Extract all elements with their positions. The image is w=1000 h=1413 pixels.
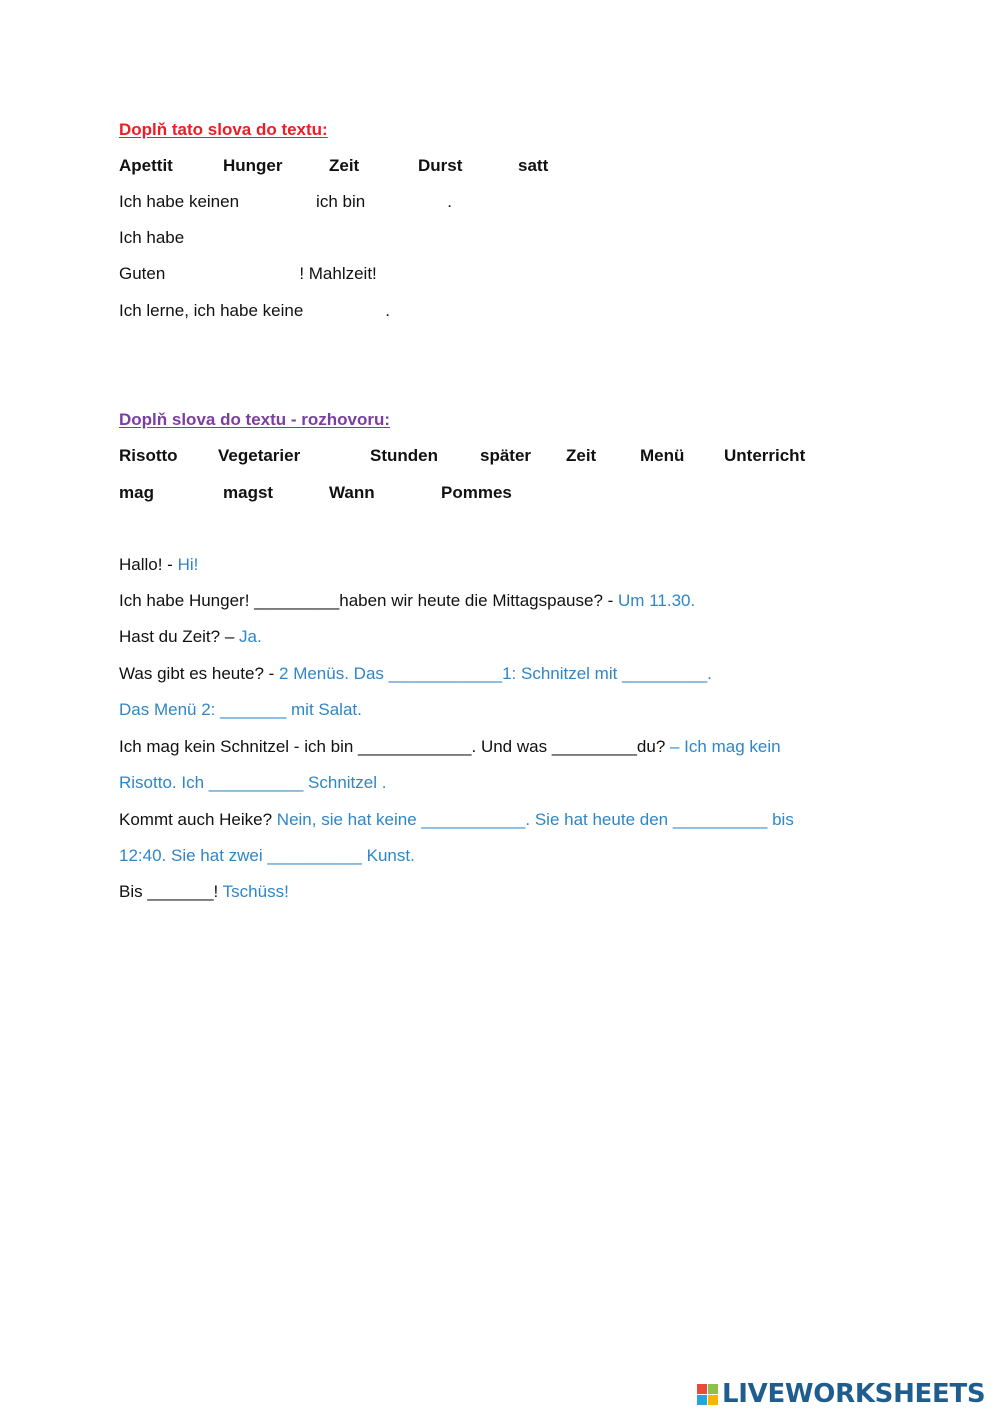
dialogue-question: Ich habe Hunger! _________haben wir heute die Mittagspause? - xyxy=(119,591,619,610)
dialogue-question: Was gibt es heute? - xyxy=(119,664,280,683)
section1-heading: Doplň tato slova do textu: xyxy=(119,120,328,139)
dialogue-question: Bis _______! xyxy=(119,882,223,901)
word-bank-item: Zeit xyxy=(566,446,597,465)
exercise-line xyxy=(119,192,452,212)
dialogue-line xyxy=(119,700,362,720)
dialogue-answer: Risotto. Ich __________ Schnitzel . xyxy=(119,773,387,792)
dialogue-answer: 12:40. Sie hat zwei __________ Kunst. xyxy=(119,846,415,865)
dialogue-question: Hast du Zeit? – xyxy=(119,627,240,646)
dialogue-answer: 2 Menüs. Das ____________1: Schnitzel mit _________. xyxy=(279,664,712,683)
line-text: Ich habe keinen xyxy=(119,192,240,211)
word-bank-item: Hunger xyxy=(223,156,283,175)
word-bank-item: Unterricht xyxy=(724,446,806,465)
word-bank-item: Apettit xyxy=(119,156,173,175)
word-bank-item: satt xyxy=(518,156,549,175)
dialogue-line xyxy=(119,627,262,647)
word-bank-item: später xyxy=(480,446,532,465)
word-bank-item: mag xyxy=(119,483,154,502)
line-text: . xyxy=(385,301,391,320)
dialogue-line xyxy=(119,773,386,793)
word-bank-item: Vegetarier xyxy=(218,446,301,465)
dialogue-line xyxy=(119,882,289,902)
dialogue-line xyxy=(119,591,695,611)
dialogue-line xyxy=(119,664,712,684)
word-bank-item: Wann xyxy=(329,483,375,502)
dialogue-answer: Um 11.30. xyxy=(618,591,696,610)
liveworksheets-logo xyxy=(697,1377,985,1411)
dialogue-question: Ich mag kein Schnitzel - ich bin ____________. Und was _________du? xyxy=(119,737,670,756)
dialogue-answer: Hi! xyxy=(177,555,199,574)
line-text: ich bin xyxy=(316,192,366,211)
line-text: Ich habe xyxy=(119,228,185,247)
word-bank-item: Durst xyxy=(418,156,463,175)
dialogue-answer: Ja. xyxy=(239,627,262,646)
line-text: Ich lerne, ich habe keine xyxy=(119,301,304,320)
section2-heading: Doplň slova do textu - rozhovoru: xyxy=(119,410,391,429)
word-bank-item: Pommes xyxy=(441,483,512,502)
exercise-line xyxy=(119,228,304,248)
dialogue-question: Hallo! - xyxy=(119,555,178,574)
dialogue-question: Kommt auch Heike? xyxy=(119,810,277,829)
dialogue-line xyxy=(119,810,794,830)
dialogue-answer: Nein, sie hat keine ___________. Sie hat heute den __________ bis xyxy=(276,810,794,829)
dialogue-line xyxy=(119,846,415,866)
dialogue-line xyxy=(119,555,198,575)
word-bank-item: Menü xyxy=(640,446,685,465)
word-bank-item: Zeit xyxy=(329,156,360,175)
dialogue-answer: Das Menü 2: _______ mit Salat. xyxy=(119,700,362,719)
dialogue-answer: Tschüss! xyxy=(222,882,289,901)
word-bank-item: Stunden xyxy=(370,446,438,465)
line-text: . xyxy=(447,192,452,211)
word-bank-item: magst xyxy=(223,483,274,502)
dialogue-line xyxy=(119,737,781,757)
logo-text: LIVEWORKSHEETS xyxy=(722,1379,986,1409)
exercise-line xyxy=(119,301,390,321)
word-bank-item: Risotto xyxy=(119,446,178,465)
dialogue-answer: – Ich mag kein xyxy=(670,737,781,756)
liveworksheets-logo-icon xyxy=(697,1384,718,1405)
line-text: ! Mahlzeit! xyxy=(299,264,377,283)
exercise-line xyxy=(119,264,377,284)
line-text: Guten xyxy=(119,264,166,283)
